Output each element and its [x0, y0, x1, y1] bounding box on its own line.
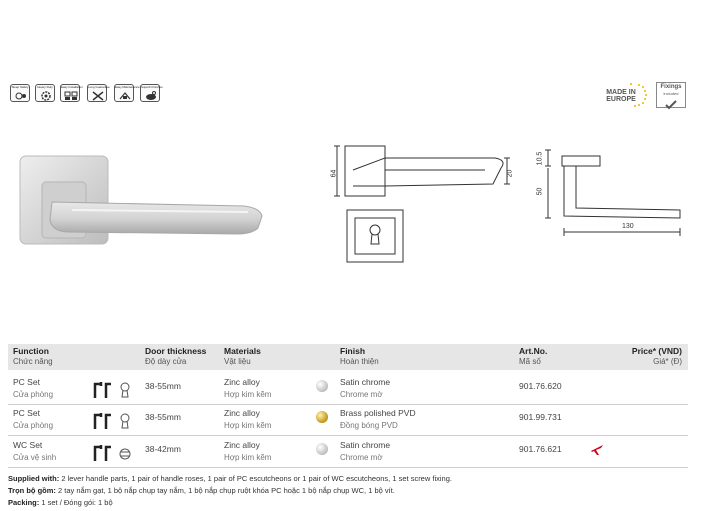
- row-door: 38-42mm: [145, 444, 181, 454]
- feature-label: Long Guarantee: [88, 85, 110, 89]
- header-finish-vi: Hoàn thiện: [340, 357, 379, 366]
- row-function-vi: Cửa phòng: [13, 421, 54, 430]
- row-function: PC Set: [13, 377, 40, 387]
- tron-label: Trọn bộ gồm:: [8, 486, 56, 495]
- feature-label: Heavy Duty: [37, 85, 53, 89]
- supplied-text: 2 lever handle parts, 1 pair of handle roses, 1 pair of PC escutcheons or 1 pair of WC escutcheons, 1 set screw fixing.: [59, 474, 452, 483]
- product-photo: [12, 150, 272, 250]
- header-function-vi: Chức năng: [13, 357, 53, 366]
- supplied-with-note: [8, 473, 452, 484]
- feature-label: Superb Finishes: [141, 85, 163, 89]
- superb-finishes-icon: [140, 84, 163, 102]
- row-finish-vi: Chrome mờ: [340, 390, 383, 399]
- row-material-vi: Hợp kim kẽm: [224, 390, 272, 399]
- technical-drawing-top: [540, 148, 700, 240]
- packing-note: [8, 497, 113, 508]
- row-finish-vi: Chrome mờ: [340, 453, 383, 462]
- europe-text: EUROPE: [606, 96, 636, 103]
- easy-installation-icon: [60, 84, 83, 102]
- wc-set-icon: [93, 443, 133, 463]
- row-divider: [8, 435, 688, 436]
- feature-label: Sleep Safety: [11, 85, 29, 89]
- header-artno-vi: Mã số: [519, 357, 541, 366]
- row-function-vi: Cửa phòng: [13, 390, 54, 399]
- row-door: 38-55mm: [145, 381, 181, 391]
- header-materials: Materials: [224, 346, 261, 356]
- long-guarantee-icon: [87, 84, 110, 102]
- pc-set-icon: [93, 411, 133, 431]
- row-finish: Brass polished PVD: [340, 408, 416, 418]
- row-finish: Satin chrome: [340, 440, 391, 450]
- row-material: Zinc alloy: [224, 440, 260, 450]
- heavy-duty-icon: [35, 84, 55, 102]
- easy-maintenance-icon: [114, 84, 140, 102]
- pc-set-icon: [93, 380, 133, 400]
- row-function: PC Set: [13, 408, 40, 418]
- finish-swatch: [316, 443, 328, 455]
- tron-bo-gom-note: [8, 485, 395, 496]
- rose-depth-dim: 10.5: [536, 151, 544, 166]
- header-function: Function: [13, 346, 49, 356]
- packing-label: Packing:: [8, 498, 40, 507]
- header-door: Door thickness: [145, 346, 207, 356]
- airplane-icon: [590, 443, 604, 457]
- fixings-included-badge: [656, 82, 686, 108]
- rose-height-dim: 64: [330, 169, 338, 178]
- supplied-label: Supplied with:: [8, 474, 60, 483]
- row-artno: 901.76.620: [519, 381, 562, 391]
- finish-swatch: [316, 380, 328, 392]
- row-divider: [8, 404, 688, 405]
- row-artno: 901.99.731: [519, 412, 562, 422]
- made-in-europe-badge: [601, 82, 649, 108]
- row-material: Zinc alloy: [224, 408, 260, 418]
- row-function-vi: Cửa vệ sinh: [13, 453, 57, 462]
- lever-height-dim: 20: [506, 169, 514, 178]
- packing-text: 1 set / Đóng gói: 1 bộ: [39, 498, 113, 507]
- checkmark-icon: [665, 100, 677, 109]
- tron-text: 2 tay nắm gạt, 1 bộ nắp chụp tay nắm, 1 bộ nắp chụp ruột khóa PC hoặc 1 bộ nắp chụp WC, 1 bộ vít.: [55, 486, 395, 495]
- row-function: WC Set: [13, 440, 43, 450]
- row-finish-vi: Đồng bóng PVD: [340, 421, 398, 430]
- technical-drawing-side: [325, 140, 515, 270]
- sleep-safety-icon: [10, 84, 30, 102]
- header-price-vi: Giá* (Đ): [653, 357, 682, 366]
- header-materials-vi: Vật liệu: [224, 357, 251, 366]
- row-door: 38-55mm: [145, 412, 181, 422]
- header-price: Price* (VND): [631, 346, 682, 356]
- length-dim: 130: [622, 223, 634, 230]
- row-finish: Satin chrome: [340, 377, 391, 387]
- row-divider: [8, 467, 688, 468]
- made-in-text: MADE IN: [606, 89, 636, 96]
- fixings-title: Fixings: [660, 84, 682, 90]
- finish-swatch: [316, 411, 328, 423]
- fixings-sub: included: [663, 91, 679, 96]
- feature-label: Easy Installation: [61, 85, 83, 89]
- row-artno: 901.76.621: [519, 444, 562, 454]
- header-finish: Finish: [340, 346, 366, 356]
- row-material-vi: Hợp kim kẽm: [224, 453, 272, 462]
- row-material-vi: Hợp kim kẽm: [224, 421, 272, 430]
- header-door-vi: Độ dày cửa: [145, 357, 187, 366]
- header-artno: Art.No.: [519, 346, 548, 356]
- row-material: Zinc alloy: [224, 377, 260, 387]
- feature-label: Easy Maintenance: [115, 85, 140, 89]
- projection-dim: 50: [536, 187, 544, 196]
